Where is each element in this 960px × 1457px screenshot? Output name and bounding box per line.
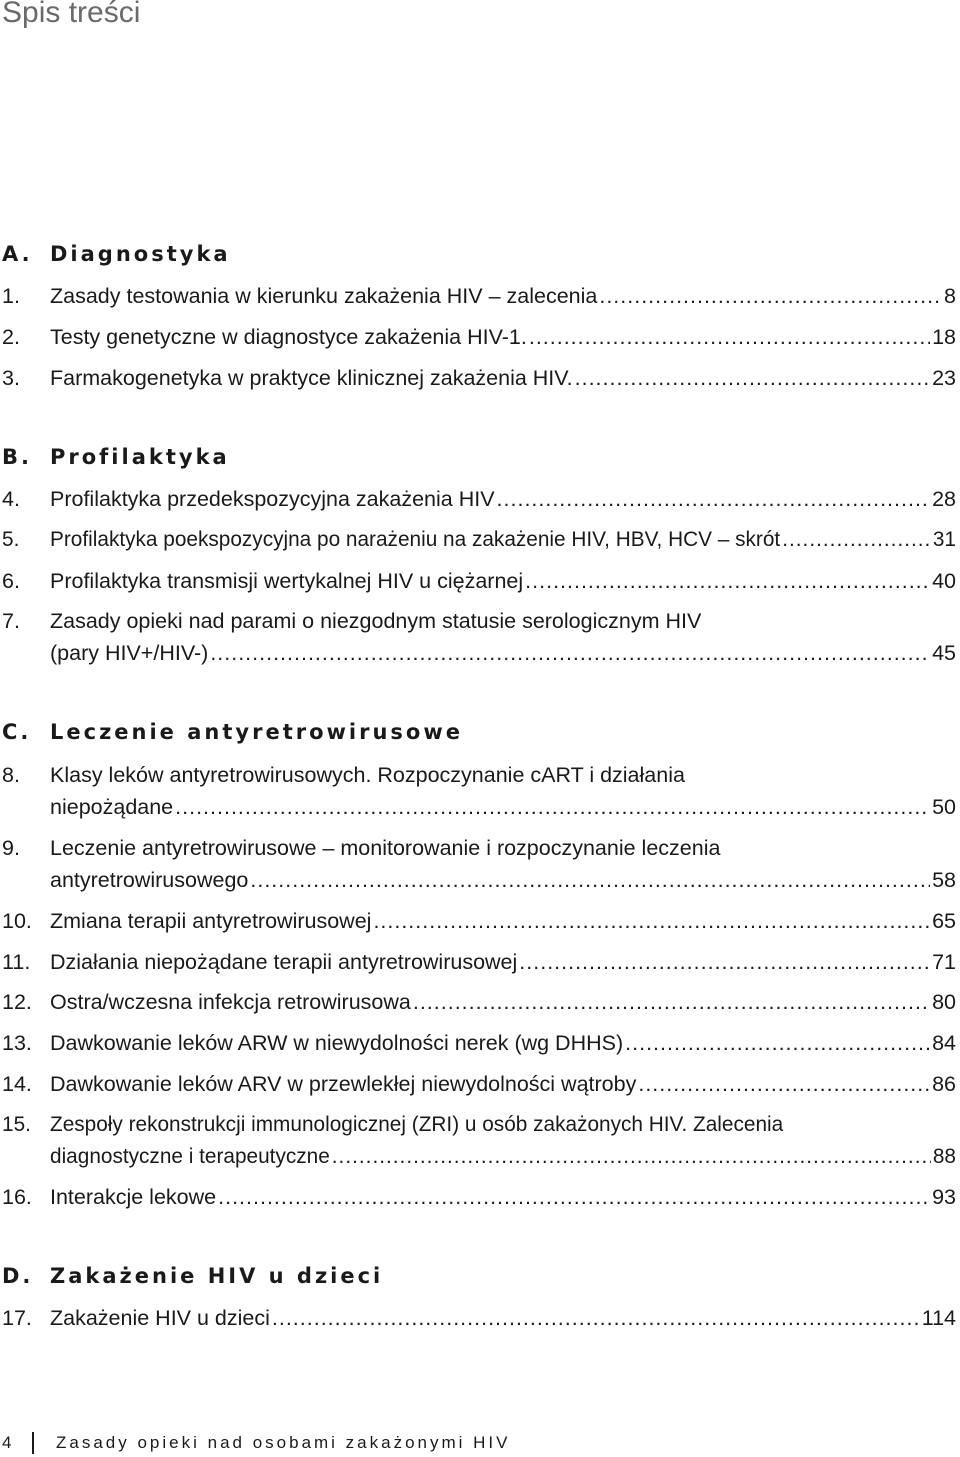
footer-divider bbox=[32, 1432, 34, 1454]
section-letter: A. bbox=[2, 242, 33, 266]
toc-entry-14[interactable] bbox=[2, 1068, 956, 1100]
entry-page: 114 bbox=[921, 1306, 956, 1330]
entry-page: 93 bbox=[932, 1185, 956, 1209]
page-title: Spis treści bbox=[2, 0, 141, 29]
section-title: Diagnostyka bbox=[50, 242, 231, 266]
section-heading-d bbox=[2, 1264, 952, 1288]
entry-number: 3. bbox=[2, 366, 20, 390]
entry-page: 18 bbox=[932, 325, 956, 349]
section-title: Zakażenie HIV u dzieci bbox=[50, 1264, 384, 1288]
toc-entry-12[interactable] bbox=[2, 986, 956, 1018]
section-title: Profilaktyka bbox=[50, 445, 230, 469]
entry-title: Testy genetyczne w diagnostyce zakażenia HIV-1. bbox=[50, 325, 527, 349]
dot-leader bbox=[210, 637, 930, 669]
entry-number: 11. bbox=[2, 950, 31, 974]
entry-number: 12. bbox=[2, 990, 32, 1014]
dot-leader bbox=[782, 524, 931, 556]
toc-entry-15[interactable] bbox=[2, 1109, 956, 1173]
toc-entry-10[interactable] bbox=[2, 905, 956, 937]
entry-page: 86 bbox=[932, 1072, 956, 1096]
section-letter: C. bbox=[2, 720, 32, 744]
entry-title: Zespoły rekonstrukcji immunologicznej (ZRI) u osób zakażonych HIV. Zalecenia bbox=[50, 1113, 784, 1136]
dot-leader bbox=[272, 1302, 920, 1334]
toc-entry-5[interactable] bbox=[2, 524, 956, 556]
entry-page: 31 bbox=[932, 528, 956, 551]
dot-leader bbox=[529, 321, 930, 353]
entry-title: Dawkowanie leków ARV w przewlekłej niewydolności wątroby bbox=[50, 1072, 637, 1096]
dot-leader bbox=[332, 1141, 931, 1173]
toc-entry-2[interactable] bbox=[2, 321, 956, 353]
dot-leader bbox=[218, 1181, 930, 1213]
entry-number: 7. bbox=[2, 609, 20, 633]
dot-leader bbox=[373, 905, 930, 937]
entry-title: Zasady testowania w kierunku zakażenia HIV – zalecenia bbox=[50, 284, 598, 308]
entry-page: 50 bbox=[932, 795, 956, 819]
entry-title: Klasy leków antyretrowirusowych. Rozpoczynanie cART i działania bbox=[50, 763, 685, 787]
toc-entry-4[interactable] bbox=[2, 483, 956, 515]
dot-leader bbox=[625, 1027, 930, 1059]
entry-title: Profilaktyka transmisji wertykalnej HIV u ciężarnej bbox=[50, 569, 524, 593]
entry-title: Zasady opieki nad parami o niezgodnym statusie serologicznym HIV bbox=[50, 609, 702, 633]
entry-title: Leczenie antyretrowirusowe – monitorowanie i rozpoczynanie leczenia bbox=[50, 836, 721, 860]
toc-entry-11[interactable] bbox=[2, 946, 956, 978]
entry-page: 23 bbox=[932, 366, 956, 390]
toc-entry-3[interactable] bbox=[2, 362, 956, 394]
entry-page: 58 bbox=[932, 868, 956, 892]
entry-page: 84 bbox=[932, 1031, 956, 1055]
entry-number: 15. bbox=[2, 1113, 31, 1136]
section-title: Leczenie antyretrowirusowe bbox=[50, 720, 463, 744]
entry-title: Interakcje lekowe bbox=[50, 1185, 217, 1209]
dot-leader bbox=[599, 280, 942, 312]
entry-page: 45 bbox=[932, 641, 956, 665]
entry-number: 17. bbox=[2, 1306, 32, 1330]
dot-leader bbox=[638, 1068, 930, 1100]
toc-entry-8[interactable] bbox=[2, 759, 956, 823]
entry-page: 40 bbox=[932, 569, 956, 593]
entry-number: 6. bbox=[2, 569, 20, 593]
entry-title-continued: niepożądane bbox=[50, 795, 174, 819]
entry-title: Profilaktyka przedekspozycyjna zakażenia HIV bbox=[50, 487, 495, 511]
entry-number: 4. bbox=[2, 487, 20, 511]
entry-page: 28 bbox=[932, 487, 956, 511]
entry-title-continued: diagnostyczne i terapeutyczne bbox=[50, 1145, 330, 1168]
entry-number: 9. bbox=[2, 836, 20, 860]
dot-leader bbox=[250, 864, 930, 896]
dot-leader bbox=[519, 946, 930, 978]
dot-leader bbox=[497, 483, 931, 515]
entry-page: 71 bbox=[932, 950, 956, 974]
section-heading-b bbox=[2, 445, 952, 469]
entry-page: 8 bbox=[944, 284, 956, 308]
entry-title: Profilaktyka poekspozycyjna po narażeniu na zakażenie HIV, HBV, HCV – skrót bbox=[50, 528, 781, 551]
entry-number: 5. bbox=[2, 528, 20, 551]
entry-page: 80 bbox=[932, 990, 956, 1014]
entry-title: Zakażenie HIV u dzieci bbox=[50, 1306, 270, 1330]
entry-title: Działania niepożądane terapii antyretrowirusowej bbox=[50, 950, 518, 974]
toc-entry-13[interactable] bbox=[2, 1027, 956, 1059]
entry-title: Farmakogenetyka w praktyce klinicznej zakażenia HIV. bbox=[50, 366, 573, 390]
entry-number: 13. bbox=[2, 1031, 32, 1055]
section-heading-c bbox=[2, 720, 952, 744]
toc-entry-17[interactable] bbox=[2, 1302, 956, 1334]
entry-title: Zmiana terapii antyretrowirusowej bbox=[50, 909, 372, 933]
toc-entry-16[interactable] bbox=[2, 1181, 956, 1213]
dot-leader bbox=[175, 791, 930, 823]
toc-entry-1[interactable] bbox=[2, 280, 956, 312]
dot-leader bbox=[413, 986, 930, 1018]
entry-title: Ostra/wczesna infekcja retrowirusowa bbox=[50, 990, 411, 1014]
section-letter: B. bbox=[2, 445, 32, 469]
toc-entry-9[interactable] bbox=[2, 832, 956, 896]
entry-page: 88 bbox=[932, 1145, 956, 1168]
toc-entry-7[interactable] bbox=[2, 605, 956, 669]
dot-leader bbox=[525, 565, 930, 597]
entry-number: 2. bbox=[2, 325, 20, 349]
toc-entry-6[interactable] bbox=[2, 565, 956, 597]
entry-number: 1. bbox=[2, 284, 20, 308]
section-heading-a bbox=[2, 242, 952, 266]
entry-number: 8. bbox=[2, 763, 20, 787]
dot-leader bbox=[575, 362, 930, 394]
footer-page-number: 4 bbox=[2, 1433, 12, 1452]
footer-title: Zasady opieki nad osobami zakażonymi HIV bbox=[56, 1433, 511, 1452]
entry-number: 14. bbox=[2, 1072, 32, 1096]
section-letter: D. bbox=[2, 1264, 34, 1288]
entry-title-continued: antyretrowirusowego bbox=[50, 868, 249, 892]
entry-number: 16. bbox=[2, 1185, 32, 1209]
entry-page: 65 bbox=[932, 909, 956, 933]
entry-number: 10. bbox=[2, 909, 32, 933]
page-footer bbox=[2, 1432, 511, 1454]
entry-title-continued: (pary HIV+/HIV-) bbox=[50, 641, 209, 665]
entry-title: Dawkowanie leków ARW w niewydolności nerek (wg DHHS) bbox=[50, 1031, 624, 1055]
